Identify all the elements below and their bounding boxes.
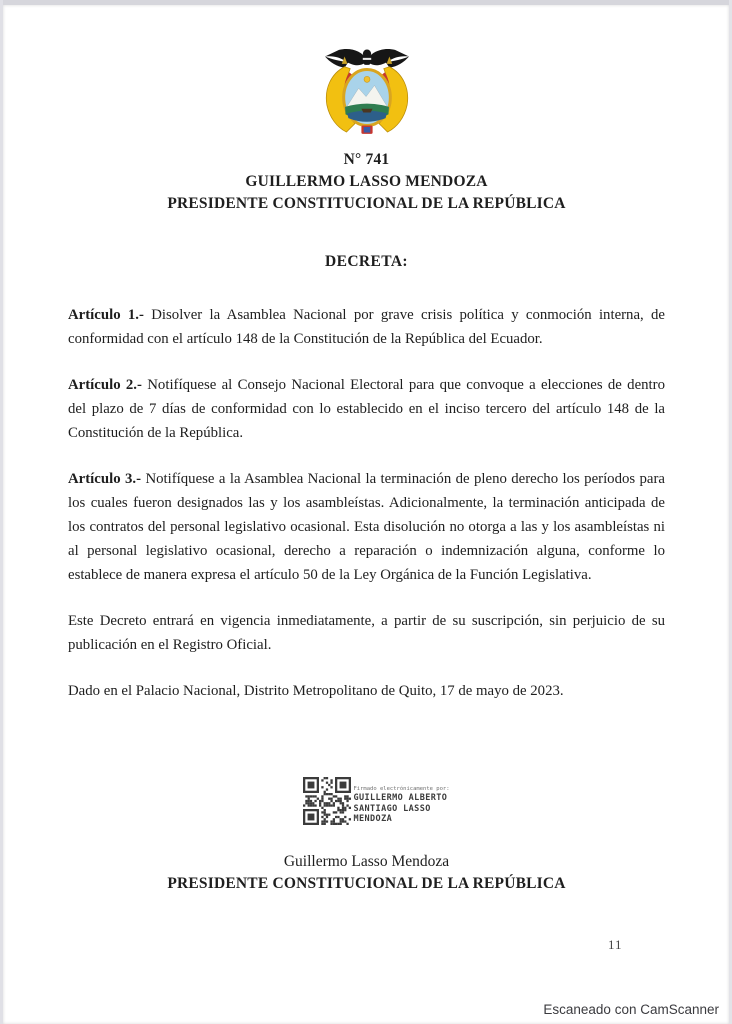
article-3-label: Artículo 3.- bbox=[68, 471, 142, 487]
article-3 bbox=[68, 467, 665, 587]
decree-heading: DECRETA: bbox=[324, 253, 408, 270]
stamp-name-line-3: MENDOZA bbox=[353, 814, 393, 824]
article-1 bbox=[68, 303, 665, 351]
article-2-label: Artículo 2.- bbox=[68, 377, 142, 393]
closing-section bbox=[68, 609, 665, 703]
article-1-text: Disolver la Asamblea Nacional por grave crisis política y conmoción interna, de conformidad con el artículo 148 de la Constitución de la República del Ecuador. bbox=[68, 307, 665, 347]
stamp-name-line-1: GUILLERMO ALBERTO bbox=[353, 793, 448, 803]
page-number: 11 bbox=[608, 937, 623, 952]
decree-number: N° 741 bbox=[343, 151, 390, 168]
article-3-text: Notifíquese a la Asamblea Nacional la terminación de pleno derecho los períodos para los cuales fueron designados las y los asambleístas. Adicionalmente, la terminación anticipada de los contratos del personal legislativo ocasional. Esta disolución no otorga a las y los asambleístas ni al personal legislativo ocasional, derecho a reparación o indemnización alguna, conforme lo establece de manera expresa el artículo 50 de la Ley Orgánica de la Función Legislativa. bbox=[68, 471, 665, 583]
qr-code-icon bbox=[303, 777, 351, 825]
issued-at-paragraph: Dado en el Palacio Nacional, Distrito Metropolitano de Quito, 17 de mayo de 2023. bbox=[68, 683, 564, 699]
signer-title: PRESIDENTE CONSTITUCIONAL DE LA REPÚBLICA bbox=[167, 875, 566, 892]
article-2 bbox=[68, 373, 665, 445]
stamp-intro: Firmado electrónicamente por: bbox=[353, 786, 450, 792]
electronic-signature-stamp bbox=[78, 777, 675, 825]
articles-section bbox=[68, 303, 665, 587]
scanner-watermark: Escaneado con CamScanner bbox=[543, 1002, 719, 1017]
author-title: PRESIDENTE CONSTITUCIONAL DE LA REPÚBLICA bbox=[167, 195, 566, 212]
signature-block bbox=[68, 851, 665, 895]
article-1-label: Artículo 1.- bbox=[68, 307, 144, 323]
scan-edge-left bbox=[0, 0, 3, 1024]
stamp-text bbox=[353, 777, 449, 825]
stamp-name-line-2: SANTIAGO LASSO bbox=[353, 803, 431, 814]
effective-date-paragraph: Este Decreto entrará en vigencia inmediatamente, a partir de su suscripción, sin perjuicio de su publicación en el Registro Oficial. bbox=[68, 613, 665, 653]
scan-edge-top bbox=[0, 0, 732, 5]
ecuador-coat-of-arms-icon bbox=[311, 41, 423, 141]
signer-name: Guillermo Lasso Mendoza bbox=[283, 853, 450, 870]
article-2-text: Notifíquese al Consejo Nacional Electoral para que convoque a elecciones de dentro del plazo de 7 días de conformidad con lo establecido en el inciso tercero del artículo 148 de la Constitución de la República. bbox=[68, 377, 665, 441]
author-name: GUILLERMO LASSO MENDOZA bbox=[245, 173, 488, 190]
document-content bbox=[68, 5, 665, 1024]
paper-sheet bbox=[3, 5, 729, 1024]
